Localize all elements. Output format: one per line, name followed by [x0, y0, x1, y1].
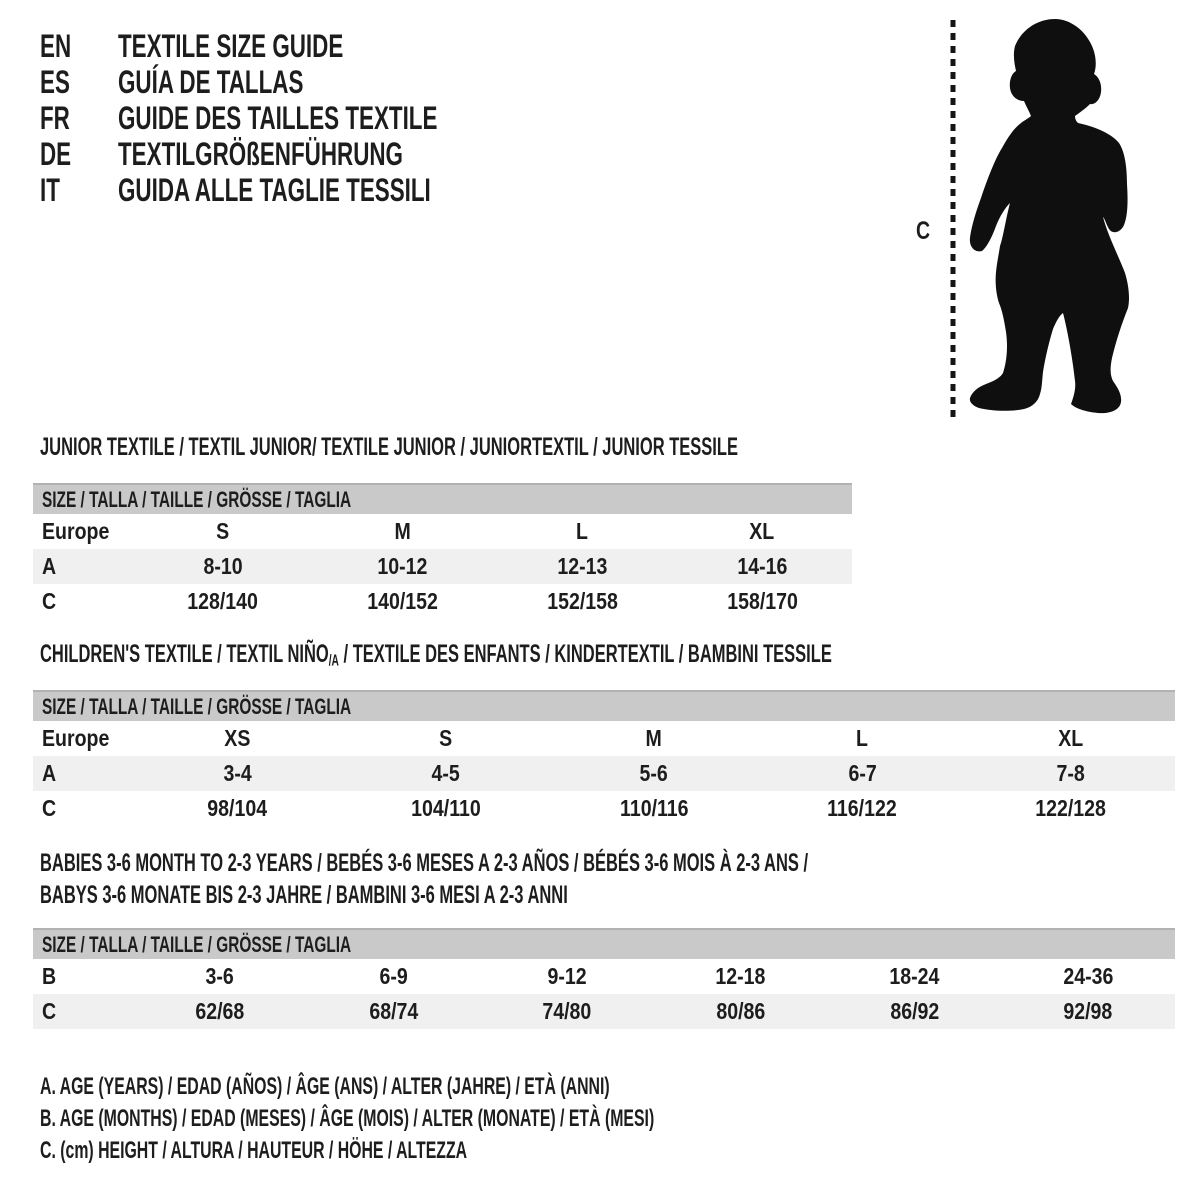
language-row	[40, 64, 574, 100]
cell-value: 62/68	[195, 998, 245, 1024]
guide-title: GUÍA DE TALLAS	[118, 63, 304, 100]
guide-title: GUIDE DES TAILLES TEXTILE	[118, 99, 438, 136]
toddler-silhouette-icon	[970, 19, 1129, 413]
title-segment: JUNIOR TEXTILE / TEXTIL JUNIOR/ TEXTILE JUNIOR / JUNIORTEXTIL / JUNIOR TESSILE	[40, 433, 738, 461]
row-label: A	[42, 553, 57, 579]
notes-list	[40, 1071, 971, 1167]
cell-value: 128/140	[187, 588, 259, 614]
table-row	[33, 514, 852, 549]
cell-value: 5-6	[639, 760, 669, 786]
cell-value: 9-12	[547, 963, 587, 989]
cell-value: 122/128	[1035, 795, 1107, 821]
cell-value: 116/122	[827, 795, 898, 821]
table-row	[33, 994, 1175, 1029]
language-row	[40, 100, 574, 136]
section-title-line	[40, 879, 1200, 911]
note-text: A. AGE (YEARS) / EDAD (AÑOS) / ÂGE (ANS) / ALTER (JAHRE) / ETÀ (ANNI)	[40, 1073, 610, 1100]
cell-value: 104/110	[410, 795, 481, 821]
section-title-line	[40, 847, 1200, 879]
cell-value: 7-8	[1056, 760, 1085, 786]
cell-value: 86/92	[890, 998, 939, 1024]
language-row	[40, 172, 574, 208]
section-title-line	[40, 638, 1200, 670]
table-row	[33, 721, 1175, 756]
cell-value: 80/86	[716, 998, 766, 1024]
language-list	[40, 28, 574, 208]
cell-value: 8-10	[203, 553, 243, 579]
cell-value: 10-12	[377, 553, 428, 579]
cell-value: 6-7	[848, 760, 877, 786]
cell-value: 92/98	[1063, 998, 1113, 1024]
row-label: A	[42, 760, 57, 786]
language-row	[40, 28, 574, 64]
title-segment: /A	[328, 652, 339, 670]
cell-value: 68/74	[369, 998, 418, 1024]
cell-value: M	[394, 518, 411, 544]
language-code: IT	[40, 171, 60, 208]
note-line	[40, 1135, 971, 1167]
cell-value: 98/104	[207, 795, 268, 821]
table-row	[33, 584, 852, 619]
children-size-table	[33, 690, 1175, 826]
guide-title: GUIDA ALLE TAGLIE TESSILI	[118, 171, 431, 208]
row-label: C	[42, 795, 57, 821]
junior-size-table	[33, 483, 852, 619]
size-header-text: SIZE / TALLA / TAILLE / GRÖSSE / TAGLIA	[42, 693, 352, 719]
cell-value: 152/158	[547, 588, 618, 614]
cell-value: M	[645, 725, 663, 751]
title-segment: CHILDREN'S TEXTILE / TEXTIL NIÑO	[40, 640, 329, 668]
size-header-text: SIZE / TALLA / TAILLE / GRÖSSE / TAGLIA	[42, 931, 352, 957]
cell-value: S	[216, 518, 230, 544]
table-row	[33, 791, 1175, 826]
cell-value: 4-5	[431, 760, 460, 786]
language-row	[40, 136, 574, 172]
note-line	[40, 1103, 971, 1135]
table-row	[33, 959, 1175, 994]
note-text: B. AGE (MONTHS) / EDAD (MESES) / ÂGE (MOIS) / ALTER (MONATE) / ETÀ (MESI)	[40, 1105, 655, 1132]
cell-value: L	[576, 518, 589, 544]
cell-value: 74/80	[542, 998, 592, 1024]
size-header-bar	[33, 483, 852, 514]
language-code: ES	[40, 63, 70, 100]
note-line	[40, 1071, 971, 1103]
cell-value: 14-16	[737, 553, 788, 579]
junior-table-title	[40, 431, 1098, 463]
cell-value: 110/116	[619, 795, 689, 821]
cell-value: 3-6	[205, 963, 234, 989]
language-code: DE	[40, 135, 72, 172]
size-header-text: SIZE / TALLA / TAILLE / GRÖSSE / TAGLIA	[42, 486, 352, 512]
cell-value: 24-36	[1063, 963, 1114, 989]
cell-value: XS	[224, 725, 251, 751]
cell-value: XL	[1058, 725, 1084, 751]
cell-value: XL	[749, 518, 775, 544]
row-label: Europe	[42, 518, 110, 544]
cell-value: 12-13	[557, 553, 608, 579]
babies-size-table	[33, 928, 1175, 1029]
cell-value: 158/170	[726, 588, 798, 614]
size-header-bar	[33, 928, 1175, 959]
cell-value: 140/152	[367, 588, 438, 614]
row-label: C	[42, 998, 57, 1024]
table-row	[33, 756, 1175, 791]
cell-value: 6-9	[379, 963, 408, 989]
language-code: FR	[40, 99, 70, 136]
row-label: Europe	[42, 725, 110, 751]
size-figure	[950, 10, 1150, 422]
row-label: B	[42, 963, 57, 989]
guide-title: TEXTILGRÖßENFÜHRUNG	[118, 135, 403, 172]
table-row	[33, 549, 852, 584]
cell-value: 12-18	[715, 963, 766, 989]
babies-table-title	[40, 847, 1200, 911]
children-table-title	[40, 638, 1200, 670]
section-title-line	[40, 431, 1098, 463]
cell-value: L	[856, 725, 869, 751]
cell-value: 18-24	[889, 963, 940, 989]
cell-value: S	[439, 725, 453, 751]
height-measure-label: C	[916, 217, 931, 245]
note-text: C. (cm) HEIGHT / ALTURA / HAUTEUR / HÖHE / ALTEZZA	[40, 1137, 468, 1164]
title-segment: BABIES 3-6 MONTH TO 2-3 YEARS / BEBÉS 3-6 MESES A 2-3 AÑOS / BÉBÉS 3-6 MOIS À 2-3 ANS /	[40, 849, 809, 877]
guide-title: TEXTILE SIZE GUIDE	[118, 27, 344, 64]
size-header-bar	[33, 690, 1175, 721]
title-segment: / TEXTILE DES ENFANTS / KINDERTEXTIL / BAMBINI TESSILE	[338, 640, 832, 668]
row-label: C	[42, 588, 57, 614]
title-segment: BABYS 3-6 MONATE BIS 2-3 JAHRE / BAMBINI 3-6 MESI A 2-3 ANNI	[40, 881, 568, 909]
cell-value: 3-4	[223, 760, 252, 786]
language-code: EN	[40, 27, 72, 64]
